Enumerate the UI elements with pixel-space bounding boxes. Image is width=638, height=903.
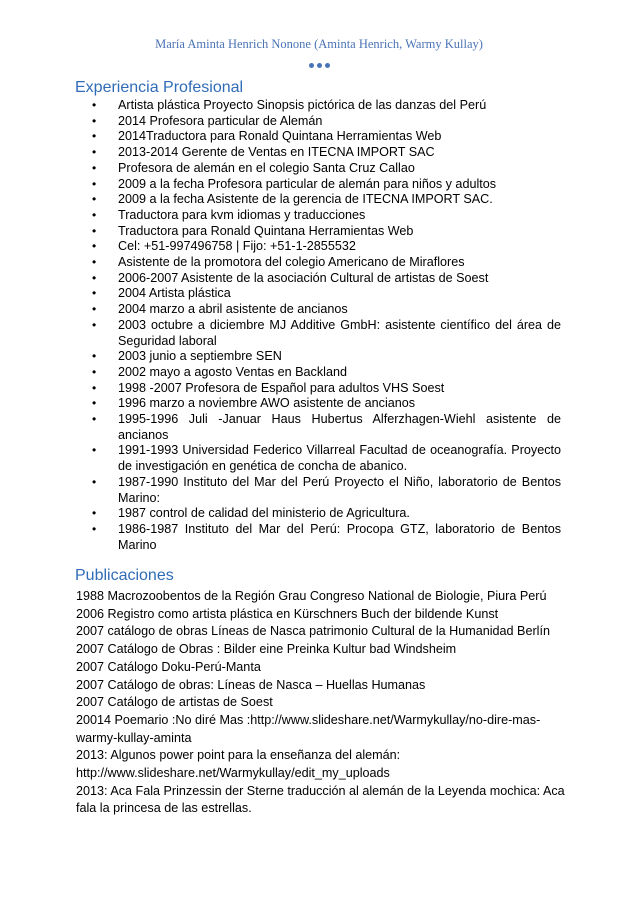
publication-entry: 2006 Registro como artista plástica en Kürschners Buch der bildende Kunst xyxy=(76,606,499,621)
experience-item: • 2014 Profesora particular de Alemán xyxy=(92,114,561,130)
experience-item: • 1987-1990 Instituto del Mar del Perú Proyecto el Niño, laboratorio de Bentos Marino: xyxy=(92,475,561,506)
publication-entry: 2007 Catálogo de Obras : Bilder eine Preinka Kultur bad Windsheim xyxy=(76,642,457,657)
experience-item: • 2009 a la fecha Asistente de la gerencia de ITECNA IMPORT SAC. xyxy=(92,192,561,208)
experience-item: • 1995-1996 Juli -Januar Haus Hubertus Alferzhagen-Wiehl asistente de ancianos xyxy=(92,412,561,443)
publication-entry: 2007 Catálogo de artistas de Soest xyxy=(76,695,273,710)
experience-item: • 1996 marzo a noviembre AWO asistente de ancianos xyxy=(92,396,561,412)
experience-item: • Traductora para Ronald Quintana Herramientas Web xyxy=(92,224,561,240)
header-dots-ornament xyxy=(0,57,638,71)
experience-item: • 1991-1993 Universidad Federico Villarreal Facultad de oceanografía. Proyecto de investigación en genética de concha de abanico. xyxy=(92,443,561,474)
running-header: María Aminta Henrich Nonone (Aminta Henrich, Warmy Kullay) xyxy=(155,37,483,51)
publication-entry: 2013: Algunos power point para la enseñanza del alemán: xyxy=(76,748,401,763)
experience-item: • Cel: +51-997496758 | Fijo: +51-1-2855532 xyxy=(92,239,561,255)
experience-item: • 2009 a la fecha Profesora particular de alemán para niños y adultos xyxy=(92,177,561,193)
experience-item: • Artista plástica Proyecto Sinopsis pictórica de las danzas del Perú xyxy=(92,98,561,114)
publication-entry: 1988 Macrozoobentos de la Región Grau Congreso National de Biologie, Piura Perú xyxy=(76,589,547,603)
publications-heading: Publicaciones xyxy=(75,567,174,584)
experience-item: • 2014Traductora para Ronald Quintana Herramientas Web xyxy=(92,129,561,145)
experience-item: • 2004 marzo a abril asistente de ancianos xyxy=(92,302,561,318)
experience-item: • 2003 junio a septiembre SEN xyxy=(92,349,561,365)
experience-list xyxy=(92,98,561,553)
experience-item: • 1986-1987 Instituto del Mar del Perú: Procopa GTZ, laboratorio de Bentos Marino xyxy=(92,522,561,553)
experience-item: • Profesora de alemán en el colegio Santa Cruz Callao xyxy=(92,161,561,177)
experience-item: • 2003 octubre a diciembre MJ Additive GmbH: asistente científico del área de Seguridad laboral xyxy=(92,318,561,349)
publication-entry: 2007 catálogo de obras Líneas de Nasca patrimonio Cultural de la Humanidad Berlín xyxy=(76,624,550,639)
experience-item: • 2004 Artista plástica xyxy=(92,286,561,302)
publication-entry: 2007 Catálogo de obras: Líneas de Nasca – Huellas Humanas xyxy=(76,677,426,692)
experience-item: • 2013-2014 Gerente de Ventas en ITECNA IMPORT SAC xyxy=(92,145,561,161)
experience-item: • 2006-2007 Asistente de la asociación Cultural de artistas de Soest xyxy=(92,271,561,287)
experience-item: • 1998 -2007 Profesora de Español para adultos VHS Soest xyxy=(92,381,561,397)
experience-item: • 2002 mayo a agosto Ventas en Backland xyxy=(92,365,561,381)
experience-item: • Asistente de la promotora del colegio Americano de Miraflores xyxy=(92,255,561,271)
publications-list xyxy=(76,588,566,818)
experience-item: • Traductora para kvm idiomas y traducciones xyxy=(92,208,561,224)
publication-entry: 20014 Poemario :No diré Mas :http://www.slideshare.net/Warmykullay/no-dire-mas-warmy-kullay-aminta xyxy=(76,712,541,745)
publication-entry: 2013: Aca Fala Prinzessin der Sterne traducción al alemán de la Leyenda mochica: Aca fala la princesa de las estrellas. xyxy=(76,783,565,816)
experience-heading: Experiencia Profesional xyxy=(75,79,244,96)
experience-item: • 1987 control de calidad del ministerio de Agricultura. xyxy=(92,506,561,522)
publication-entry: 2007 Catálogo Doku-Perú-Manta xyxy=(76,659,261,674)
publication-entry: http://www.slideshare.net/Warmykullay/edit_my_uploads xyxy=(76,766,390,781)
